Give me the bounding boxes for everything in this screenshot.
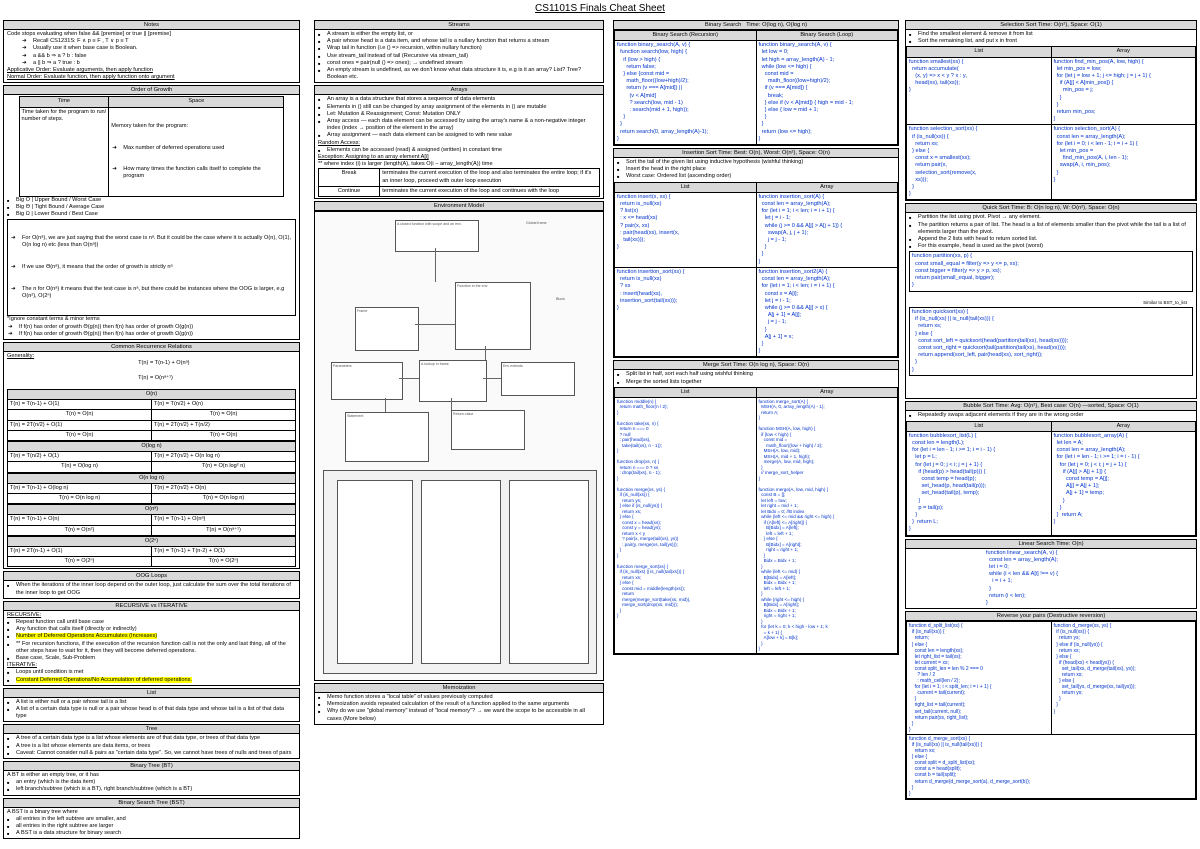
code-cell: function binary_search(A, v) { function search(low, high) { if (low > high) { return false; } else {const mid = math_floor((low+high)/2); return (v === A[mid]) || (v < A[mid] ? search(low, mid - 1) : search(mid + 1, high)); } } return search(0, array_length(A)-1); }	[615, 41, 757, 145]
recurrence-cell: T(n) = O(n)	[152, 430, 296, 440]
space-line: Memory taken for the program:	[111, 123, 189, 130]
section-header: Common Recurrence Relations	[4, 343, 299, 352]
recurrence-cell: T(n) = O(n)	[8, 410, 152, 420]
code-cell: function middle(n) { return math_floor(n / 2); } function take(xs, n) { return n === 0 ? null : pair(head(xs), take(tail(xs), n - 1)); } function drop(xs, n) { return n === 0 ? xs : drop(tail(xs), n - 1); } function merge(xs, ys) { if (is_null(xs)) { return ys; } else if (is_null(ys)) { return xs; } else { const x = head(xs); const y = head(ys); return x < y ? pair(x, merge(tail(xs), ys)) : pair(y, merge(xs, tail(ys))); } } function merge_sort(xs) { if (is_null(xs) || is_null(tail(xs))) { return xs; } else { const mid = middle(length(xs)); return merge(merge_sort(take(xs, mid)), merge_sort(drop(xs, mid))); } }	[615, 397, 757, 653]
section-header: Memoization	[315, 684, 603, 693]
subheading: Exception: Assigning to an array element A[i]	[318, 154, 429, 161]
section-header	[614, 361, 898, 370]
section-header: Notes	[4, 21, 299, 30]
recurrence-groups	[7, 389, 296, 567]
table-cell: Break	[319, 169, 380, 186]
header-text: Binary Search	[704, 22, 742, 28]
recurrence-cell: T(n) = 2T(n-1) + O(1)	[8, 546, 152, 556]
list-item: ■ A list of a certain data type is null or a pair whose head is of that data type and whose tail is a list of that data type	[7, 706, 296, 720]
table-cell: Time taken for the program to run/ number of steps.	[19, 107, 109, 196]
code-cell: function bubblesort_list(L) { const len = length(L); for (let i = len - 1; i >= 1; i = i - 1) { let p = L; for (let j = 0; j < i; j = j + 1) { if (head(p) > head(tail(p))) { const temp = head(p); set_head(p, head(tail(p))); set_head(tail(p), temp); } p = tail(p); } } return L; }	[907, 431, 1052, 535]
table-header: List	[615, 387, 757, 397]
diagram-node: Return value	[451, 410, 525, 450]
list-item: ■ const ones = pair(null () => ones); → undefined stream	[318, 60, 600, 67]
list-item: ■ Loops until condition is met	[7, 669, 296, 676]
order-of-growth-section	[3, 85, 300, 340]
diagram-node: Global frame	[526, 221, 547, 226]
recurrence-cell: T(n) = O(n log n)	[152, 493, 296, 503]
diagram-connector	[451, 398, 452, 410]
list-item: ■ Memo function stores a "local table" of values previously computed	[318, 694, 600, 701]
header-text: Selection Sort	[1000, 22, 1037, 28]
diagram-panel	[509, 480, 589, 664]
header-text: Insertion Sort	[682, 150, 717, 157]
recurrence-table	[7, 473, 296, 505]
list-item: ■ Partition the list using pivot. Pivot → any element.	[909, 214, 1193, 221]
code-cell: function d_merge_sort(xs) { if (is_null(xs) || is_null(tail(xs))) { return xs; } else { const split = d_split_list(xs); const a = head(split); const b = tail(split); return d_merge(d_merge_sort(a), d_merge_sort(b)); } }	[907, 734, 1196, 798]
table-header: Array	[1051, 47, 1196, 57]
diagram-connector	[435, 248, 436, 282]
table-header: Time	[19, 97, 109, 107]
section-header	[614, 21, 898, 30]
list-item: ■ Wrap tail in function (i.e () => recursion, within nullary function)	[318, 45, 600, 52]
bubble-sort-section	[905, 401, 1197, 536]
note-line: Normal Order: Evaluate function, then apply function onto argument	[7, 74, 175, 81]
diagram-node: Function in the env	[455, 282, 531, 350]
section-header: Tree	[4, 725, 299, 734]
note-line: A BT is either an empty tree, or it has	[7, 772, 99, 779]
complexity-text: Time: O(log n), O(log n)	[746, 22, 808, 28]
diagram-node: Parameters	[331, 362, 403, 400]
recurrence-cell: T(n) = O(n²)	[8, 525, 152, 535]
header-text: Linear Search	[1018, 540, 1055, 547]
recurrence-table	[7, 389, 296, 441]
table-header: Space	[109, 97, 284, 107]
recurrence-cell: T(n) = O(n)	[8, 430, 152, 440]
space-line: ➜ How many times the function calls itself to complete the program	[111, 166, 281, 180]
recurrence-group-title: O(n log n)	[8, 473, 296, 483]
list-item: ➜ The n for O(nᵃ) it means that the test case is nᵃ, but there could be instances where the OOG is larger, e.g O(n²), O(2ⁿ)	[10, 286, 293, 300]
list-item: ■ Append the 2 lists with head to return sorted list.	[909, 236, 1193, 243]
list-item: ■ all entries in the right subtree are larger	[7, 823, 296, 830]
recurrence-cell: T(n) = T(n-1) + O(1)	[8, 400, 152, 410]
list-item: ■ ** For recursion functions, if the execution of the recursion function call is not the only and last thing, all of the other steps have to wait for it, then they will become deferred operations.	[7, 641, 296, 655]
section-header	[906, 540, 1196, 549]
column-3	[613, 20, 899, 846]
recurrence-section	[3, 342, 300, 569]
code-cell: function selection_sort(xs) { if (is_null(xs)) { return xs; } else { const x = smallest(xs); return pair(x, selection_sort(remove(x, xs))); } }	[907, 125, 1052, 200]
code-cell: function insert(x, xs) { return is_null(xs) ? list(x) : x <= head(xs) ? pair(x, xs) : pair(head(xs), insert(x, tail(xs))); }	[615, 192, 757, 267]
list-item: ■ Sort the remaining list, and put x in front	[909, 38, 1193, 45]
recurrence-cell: T(n) = O(2ⁿ)	[152, 557, 296, 567]
merge-sort-table	[614, 387, 898, 654]
section-header: OOG Loops	[4, 572, 299, 581]
code-cell: function insertion_sort(A) { const len = array_length(A); for (let i = 1; i < len; i = i + 1) { let j = i - 1; while (j >= 0 && A[j] > A[j + 1]) { swap(A, j, j + 1); j = j - 1; } } }	[756, 192, 898, 267]
recurrence-table	[7, 504, 296, 536]
table-header: Array	[1051, 421, 1196, 431]
space-line: ➜ Max number of deferred operations used	[111, 145, 281, 152]
code-block: function partition(xs, p) { const small_equal = filter(y => y <= p, xs); const bigger = filter(y => y > p, xs); return pair(small_equal, bigger); }	[909, 251, 1193, 291]
list-item: ■ A list is either null or a pair whose tail is a list	[7, 699, 296, 706]
binary-search-table	[614, 30, 898, 145]
section-header: Reverse your pairs (Destructive reversion)	[906, 612, 1196, 621]
code-cell: function binary_search(A, v) { let low = 0; let high = array_length(A) - 1; while (low <= high) { const mid = math_floor((low+high)/2); if (v === A[mid]) { break; } else if (v < A[mid]) { high = mid - 1; } else { low = mid + 1; } } return (low <= high); }	[756, 41, 898, 145]
recurrence-cell: T(n) = 2T(n/2) + O(1)	[8, 420, 152, 430]
table-cell	[109, 107, 284, 196]
list-item: ■ Repeat function call until base case	[7, 619, 296, 626]
list-item: ■ Big Θ | Tight Bound / Average Case	[7, 204, 296, 211]
list-item: ■ Sort the tail of the given list using inductive hypothesis (wishful thinking)	[617, 159, 895, 166]
table-header: List	[907, 421, 1052, 431]
recurrence-cell: T(n) = 2T(n/2) + O(n log n)	[152, 452, 296, 462]
quick-sort-section	[905, 203, 1197, 399]
recurrence-table	[7, 441, 296, 473]
recurrence-cell: T(n) = T(n/2) + O(n)	[152, 400, 296, 410]
list-item: ■ For this example, head is used as the pivot (worst)	[909, 243, 1193, 250]
recurrence-group-title: O(nᵃ)	[8, 505, 296, 515]
environment-diagram	[315, 211, 603, 680]
page-title: CS1101S Finals Cheat Sheet	[535, 3, 665, 14]
section-header: Environment Model	[315, 202, 603, 211]
list-item: ■ Elements can be accessed (read) & assigned (written) in constant time	[318, 147, 600, 154]
list-item	[7, 677, 296, 684]
list-item: ■ A stream is either the empty list, or	[318, 31, 600, 38]
code-cell: function find_min_pos(A, low, high) { let min_pos = low; for (let j = low + 1; j <= high; j = j + 1) { if (A[j] < A[min_pos]) { min_pos = j; } } return min_pos; }	[1051, 57, 1196, 125]
diagram-node: Statement	[345, 412, 429, 462]
list-item: ■ Find the smallest element & remove it from list	[909, 31, 1193, 38]
list-item: ■ The partition returns a pair of list. The head is a list of elements smaller than the pivot while the tail is a list of elements larger than the pivot.	[909, 222, 1193, 236]
note-line: ** where index (i) is larger (length(A), takes O(i − array_length(A)) time	[318, 161, 493, 168]
list-item: ■ Any function that calls itself (directly or indirectly)	[7, 626, 296, 633]
section-header: List	[4, 689, 299, 698]
recurrence-cell: T(n) = O(n log² n)	[152, 462, 296, 472]
section-header: Binary Search Tree (BST)	[4, 799, 299, 808]
list-item: ■ A tree of a certain data type is a list whose elements are of that data type, or trees of that data type	[7, 735, 296, 742]
list-item: ■ Big O | Upper Bound / Worst Case	[7, 197, 296, 204]
note-line: ➜ Recall CS1231S: F ∧ p ≡ F , T ∨ p ≡ T	[21, 38, 296, 45]
subheading: ITERATIVE:	[7, 662, 38, 669]
section-header	[906, 204, 1196, 213]
diagram-node: Block	[556, 297, 565, 302]
side-note: Similar to BST_to_list	[1143, 299, 1187, 305]
note-line: Applicative Order: Evaluate arguments, then apply function	[7, 67, 153, 74]
recurrence-cell: T(n) = O(nᵃ⁺¹)	[152, 525, 296, 535]
loop-control-table	[318, 168, 600, 197]
arrays-section	[314, 85, 604, 199]
subheading: Random Access:	[318, 139, 360, 146]
diagram-node: A closed function with scope and an env.	[395, 220, 479, 252]
section-header	[906, 402, 1196, 411]
section-header	[906, 21, 1196, 30]
section-header: Streams	[315, 21, 603, 30]
notes-section	[3, 20, 300, 83]
diagram-connector	[483, 378, 501, 379]
code-cell: function insertion_sort(xs) { return is_null(xs) ? xs : insert(head(xs), insertion_sort(tail(xs))); }	[615, 267, 757, 356]
list-item: ■ Memoization avoids repeated calculation of the result of a function applied to the same arguments	[318, 701, 600, 708]
highlight-text: Constant Deferred Operations/No Accumulation of deferred operations.	[16, 676, 192, 683]
selection-sort-section	[905, 20, 1197, 201]
subheading: RECURSIVE:	[7, 611, 42, 618]
list-item: ■ Repeatedly swaps adjacent elements if they are in the wrong order	[909, 412, 1193, 419]
formula-text: T(n) = T(n-1) + O(nᵃ)	[138, 360, 190, 367]
table-cell: Continue	[319, 186, 380, 196]
diagram-node: Env extends	[501, 362, 575, 396]
list-section	[3, 688, 300, 723]
binary-search-section	[613, 20, 899, 146]
recurrence-group-title: O(2ⁿ)	[8, 536, 296, 546]
recurrence-cell: T(n) = O(log n)	[8, 462, 152, 472]
oog-loops-section	[3, 571, 300, 598]
recurrence-group-title: O(n)	[8, 389, 296, 399]
generality-formula	[123, 353, 190, 389]
note-line: A BST is a binary tree where	[7, 808, 78, 815]
table-cell: terminates the current execution of the loop and also terminates the entire loop; if it's an inner loop, proceed with outer loop execution	[380, 169, 600, 186]
recurrence-cell: T(n) = O(n log n)	[8, 493, 152, 503]
insertion-sort-table	[614, 182, 898, 358]
diagram-panel	[421, 480, 501, 664]
complexity-text: Time: O(n log n), Space: O(n)	[733, 362, 810, 369]
list-item: ■ an entry (which is the data item)	[7, 779, 296, 786]
list-item: ■ Insert the head in the right place	[617, 166, 895, 173]
recurrence-cell: T(n) = 2T(n/2) + O(n)	[152, 483, 296, 493]
header-text: Merge Sort	[702, 362, 732, 369]
complexity-text: Time: Avg: O(n²), Best case: O(n) —sorted, Space: O(1)	[995, 403, 1139, 410]
streams-section	[314, 20, 604, 83]
complexity-text: Time: O(n)	[1056, 540, 1084, 547]
section-header: Order of Growth	[4, 86, 299, 95]
recurrence-table	[7, 536, 296, 568]
bubble-sort-table	[906, 421, 1196, 536]
complexity-text: Time: Best: O(n), Worst: O(n²), Space: O(n)	[718, 150, 830, 157]
diagram-node: A lookup in frame	[419, 360, 487, 402]
linear-search-section	[905, 539, 1197, 610]
list-item: ■ Big Ω | Lower Bound / Best Case	[7, 211, 296, 218]
note-line: Code stops evaluating when false && [premise] or true || [premise]	[7, 31, 171, 37]
list-item: ■ Merge the sorted lists together	[617, 379, 895, 386]
header-text: Quick Sort	[982, 205, 1010, 212]
memoization-section	[314, 683, 604, 725]
list-item: ■ Let: Mutation & Reassignment; Const: Mutation ONLY	[318, 111, 600, 118]
note-line: ➜ a || b ⇒ a ? true : b	[21, 60, 296, 67]
code-block: function linear_search(A, v) { const len = array_length(A); let i = 0; while (i < len && A[i] !== v) { i = i + 1; } return (i < len); }	[986, 549, 1058, 607]
highlight-text: Number of Deferred Operations Accumulates (Increases)	[16, 633, 158, 640]
list-item: ➜ For O(nᵃ), we are just saying that the worst case is nᵃ. But it could be the case where it is actually O(n), O(1), O(n log n) etc (less than O(nᵃ))	[10, 235, 293, 249]
generality-label: Generality:	[7, 352, 35, 359]
table-header: List	[907, 47, 1052, 57]
table-header: Binary Search (Loop)	[756, 31, 898, 41]
code-cell: function smallest(xs) { return accumulate( (x, y) => x < y ? x : y, head(xs), tail(xs)); }	[907, 57, 1052, 125]
section-header	[614, 149, 898, 158]
code-block: function quicksort(xs) { if (is_null(xs) || is_null(tail(xs))) { return xs; } else { const sort_left = quicksort(head(partition(tail(xs), head(xs)))); const sort_right = quicksort(tail(partition(tail(xs), head(xs)))); return append(sort_left, pair(head(xs), sort_right)); } }	[909, 307, 1193, 376]
reverse-pairs-table	[906, 621, 1196, 799]
list-item: ■ Caveat: Cannot consider null & pairs as "certain data type". So, we cannot have trees of nulls and trees of pairs	[7, 750, 296, 757]
table-cell: terminates the current execution of the loop and continues with the loop	[380, 186, 600, 196]
list-item: ■ A pair whose head is a data item, and whose tail is a nullary function that returns a stream	[318, 38, 600, 45]
tree-section	[3, 724, 300, 759]
code-cell: function bubblesort_array(A) { let len = A; const len = array_length(A); for (let i = len - 1; i >= 1; i = i - 1) { for (let j = 0; j < i; j = j + 1) { if (A[j] > A[j + 1]) { const temp = A[j]; A[j] = A[j + 1]; A[j + 1] = temp; } } } return A; }	[1051, 431, 1196, 535]
selection-sort-table	[906, 46, 1196, 200]
merge-sort-section	[613, 360, 899, 655]
time-space-table	[19, 96, 285, 197]
column-1	[3, 20, 300, 846]
section-header: RECURSIVE vs ITERATIVE	[4, 602, 299, 611]
table-header: Binary Search (Recursion)	[615, 31, 757, 41]
list-item: ■ A BST is a data structure for binary search	[7, 830, 296, 837]
note-line: *Ignore constant terms & minor terms	[7, 316, 100, 323]
code-cell: function d_merge(xs, ys) { if (is_null(xs)) { return ys; } else if (is_null(ys)) { return xs; } else { if (head(xs) < head(ys)) { set_tail(xs, d_merge(tail(xs), ys)); return xs; } else { set_tail(ys, d_merge(xs, tail(ys))); return ys; } } }	[1051, 622, 1196, 735]
note-line: ➜ Usually use it when base case is Boolean.	[21, 45, 296, 52]
list-item: ■ Why do we use "global memory" instead of "local memory"? → we want the scope to be accessible in all cases (More below)	[318, 708, 600, 722]
note-line: ➜ a && b ⇒ a ? b : false	[21, 53, 296, 60]
diagram-connector	[399, 378, 419, 379]
complexity-text: Time: B: O(n log n), W: O(n²), Space: O(n)	[1011, 205, 1120, 212]
list-item: ➜ If we use Θ(nᵃ), it means that the order of growth is strictly nᵃ	[10, 264, 293, 271]
code-cell: function d_split_list(xs) { if (is_null(xs)) { return; } else { const len = length(xs); let right_list = tail(xs); let current = xs; const split_len = len % 2 === 0 ? len / 2 : math_ceil(len / 2); for (let i = 1; i < split_len; i = i + 1) { current = tail(current); } right_list = tail(current); set_tail(current, null); return pair(xs, right_list); } }	[907, 622, 1052, 735]
header-text: Bubble Sort	[963, 403, 994, 410]
environment-model-section	[314, 201, 604, 681]
list-item: ■ Use stream_tail instead of tail (Recursive via stream_tail)	[318, 53, 600, 60]
code-cell: function merge_sort(A) { MSH(A, 0, array_length(A) - 1); return A; } function MSH(A, low, high) { if (low < high) { const mid = math_floor((low + high) / 2); MSH(A, low, mid); MSH(A, mid + 1, high); merge(A, low, mid, high); } // merge_sort_helper } function merge(A, low, mid, high) { const B = []; let left = low; let right = mid + 1; let Bidx = 0; //B index while (left <= mid && right <= high) { if (A[left] <= A[right]) { B[Bidx] = A[left]; left = left + 1; } else { B[Bidx] = A[right]; right = right + 1; } Bidx = Bidx + 1; } while (left <= mid) { B[Bidx] = A[left]; Bidx = Bidx + 1; left = left + 1; } while (right <= high) { B[Bidx] = A[right]; Bidx = Bidx + 1; right = right + 1; } for (let k = 0; k < high - low + 1; k = k + 1) { A[low + k] = B[k]; } }	[756, 397, 898, 653]
recurrence-cell: T(n) = T(n-1) + T(n-2) + O(1)	[152, 546, 296, 556]
list-item	[7, 633, 296, 640]
recurrence-group-title: O(log n)	[8, 441, 296, 451]
list-item: ■ An array is a data structure that stores a sequence of data elements	[318, 96, 600, 103]
table-header: List	[615, 182, 757, 192]
diagram-connector	[415, 324, 455, 325]
list-item: ■ An empty stream is undefined, as we don't know what data structure it is, e.g is it an array? List? Tree? Boolean etc.	[318, 67, 600, 81]
formula-text: T(n) = O(nᵃ⁺¹)	[138, 374, 173, 381]
list-item: ■ When the iterations of the inner loop depend on the outer loop, just calculate the sum over the total iterations of the inner loop to get OOG	[7, 582, 296, 596]
reverse-pairs-section	[905, 611, 1197, 800]
list-item: ■ A tree is a list whose elements are data items, or trees	[7, 743, 296, 750]
diagram-connector	[385, 398, 386, 412]
section-header: Binary Tree (BT)	[4, 762, 299, 771]
list-item: ■ Elements in () still can be changed by array assignment of the elements in () are mutable	[318, 104, 600, 111]
note-line: ➜ If f(n) has order of growth Θ(g(n)) then f(n) has order of growth O(g(n))	[7, 324, 296, 331]
column-4	[905, 20, 1197, 846]
bst-section	[3, 798, 300, 840]
recurrence-cell: T(n) = 2T(n/2) + T(n/2)	[152, 420, 296, 430]
list-item: ■ Array assignment — each data element can be assigned to with new value	[318, 132, 600, 139]
recurrence-cell: T(n) = T(n-1) + O(nᵃ)	[152, 515, 296, 525]
table-header: Array	[756, 182, 898, 192]
code-cell: function insertion_sort2(A) { const len = array_length(A); for (let i = 1; i < len; i = i + 1) { const x = A[i]; let j = i - 1; while (j >= 0 && A[j] > x) { A[j + 1] = A[j]; j = j - 1; } A[j + 1] = x; } }	[756, 267, 898, 356]
recurrence-cell: T(n) = T(n-1) + O(n)	[8, 515, 152, 525]
table-header: Array	[756, 387, 898, 397]
list-item: ■ Array access — each data element can be accessed by using the array's name & a non-negative integer index (index → position of the element in the array)	[318, 118, 600, 132]
diagram-node: Frame	[355, 307, 419, 351]
recurrence-cell: T(n) = O(n)	[152, 410, 296, 420]
list-item: ■ Split list in half, sort each half using wishful thinking	[617, 371, 895, 378]
binary-tree-section	[3, 761, 300, 796]
recurrence-cell: T(n) = T(n-1) + O(log n)	[8, 483, 152, 493]
section-header: Arrays	[315, 86, 603, 95]
diagram-connector	[485, 346, 486, 360]
recurrence-cell: T(n) = O(2ⁿ)	[8, 557, 152, 567]
list-item: ■ Base case, Scale, Sub-Problem	[7, 655, 296, 662]
list-item: ■ all entries in the left subtree are smaller, and	[7, 816, 296, 823]
recursive-iterative-section	[3, 601, 300, 686]
insertion-sort-section	[613, 148, 899, 358]
diagram-panel	[337, 480, 413, 664]
list-item: ■ Worst case: Ordered list (ascending order)	[617, 173, 895, 180]
recurrence-cell: T(n) = T(n/2) + O(1)	[8, 452, 152, 462]
column-2	[314, 20, 604, 846]
complexity-text: Time: O(n²), Space: O(1)	[1037, 22, 1102, 28]
list-item: ■ left branch/subtree (which is a BT), right branch/subtree (which is a BT)	[7, 786, 296, 793]
note-line: ➜ If f(n) has order of growth Θ(g(n)) then f(n) has order of growth Ω(g(n))	[7, 331, 296, 338]
code-cell: function selection_sort(A) { const len = array_length(A); for (let i = 0; i < len - 1; i = i + 1) { let min_pos = find_min_pos(A, i, len - 1); swap(A, i, min_pos); } }	[1051, 125, 1196, 200]
